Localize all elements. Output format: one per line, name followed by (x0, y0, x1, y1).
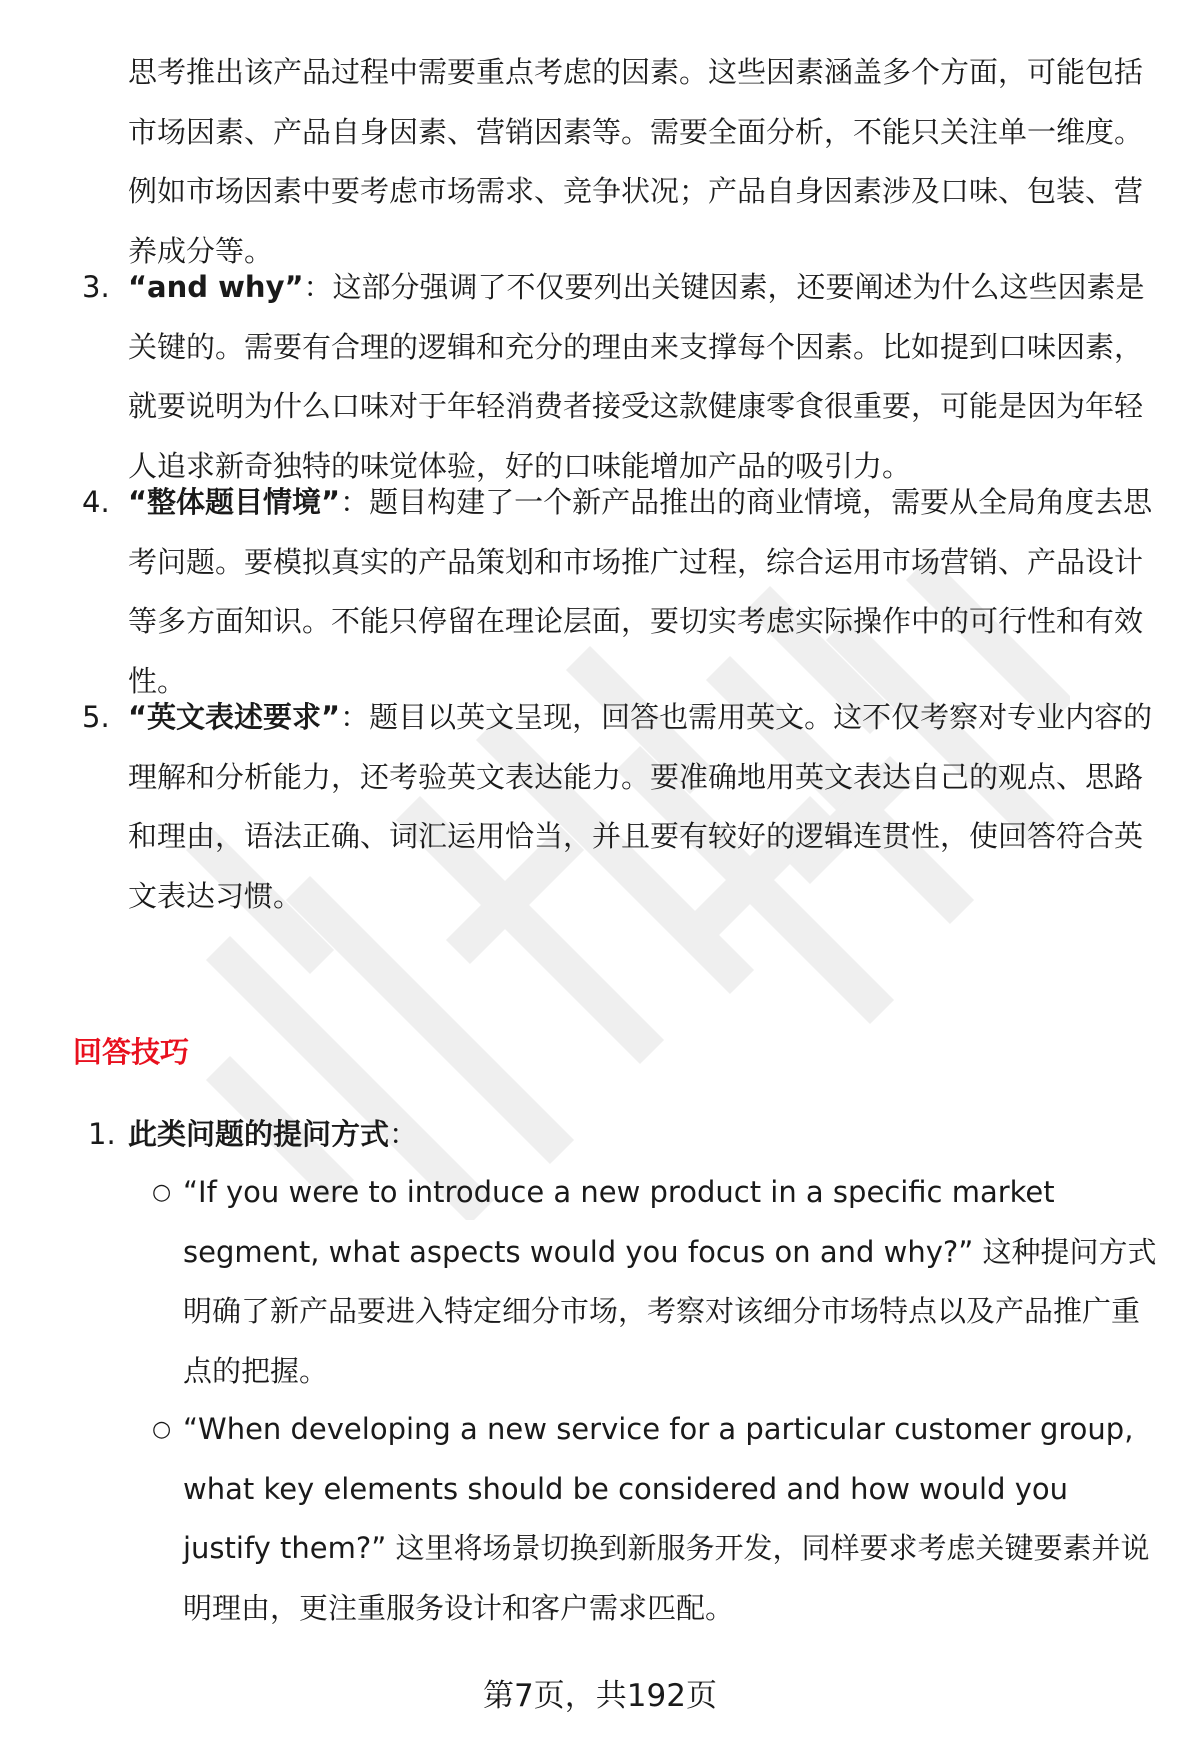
item-title: “英文表述要求” (128, 700, 341, 734)
list-item-4 (82, 473, 1158, 711)
hollow-circle-bullet-icon: ○ (152, 1417, 172, 1442)
page-footer: 第7页，共192页 (483, 1678, 717, 1714)
tips-list-item-1 (88, 1105, 1158, 1165)
section-heading: 回答技巧 (73, 1035, 190, 1069)
list-number: 3. (82, 270, 110, 304)
sub-bullet-item (152, 1400, 1158, 1638)
item-separator: ： (303, 270, 333, 304)
item-separator: ： (389, 1117, 419, 1151)
hollow-circle-bullet-icon: ○ (152, 1180, 172, 1205)
item-separator: ： (340, 700, 370, 734)
item-text: 这部分强调了不仅要列出关键因素，还要阐述为什么这些因素是关键的。需要有合理的逻辑和充分的理由来支撑每个因素。比如提到口味因素，就要说明为什么口味对于年轻消费者接受这款健康零食很重要，可能是因为年轻人追求新奇独特的味觉体验，好的口味能增加产品的吸引力。 (128, 270, 1145, 483)
item-title: “整体题目情境” (128, 485, 341, 519)
list-item-5 (82, 688, 1158, 926)
item-text: 题目以英文呈现，回答也需用英文。这不仅考察对专业内容的理解和分析能力，还考验英文表达能力。要准确地用英文表达自己的观点、思路和理由，语法正确、词汇运用恰当，并且要有较好的逻辑连贯性，使回答符合英文表达习惯。 (128, 700, 1153, 913)
sub-bullet-item (152, 1163, 1158, 1401)
bullet-text: “When developing a new service for a particular customer group, what key elements should be considered and how would you justify them?” 这里将场景切换到新服务开发，同样要求考虑关键要素并说明理由，更注重服务设计和客户需求匹配。 (183, 1412, 1150, 1625)
intro-paragraph: 思考推出该产品过程中需要重点考虑的因素。这些因素涵盖多个方面，可能包括市场因素、产品自身因素、营销因素等。需要全面分析，不能只关注单一维度。例如市场因素中要考虑市场需求、竞争状况；产品自身因素涉及口味、包装、营养成分等。 (128, 55, 1144, 268)
bullet-text: “If you were to introduce a new product in a specific market segment, what aspects would you focus on and why?” 这种提问方式明确了新产品要进入特定细分市场，考察对该细分市场特点以及产品推广重点的把握。 (183, 1175, 1157, 1388)
list-number: 4. (82, 485, 110, 519)
list-number: 5. (82, 700, 110, 734)
list-item-3 (82, 258, 1158, 496)
item-separator: ： (340, 485, 370, 519)
item-title: “and why” (128, 270, 304, 304)
item-text: 题目构建了一个新产品推出的商业情境，需要从全局角度去思考问题。要模拟真实的产品策划和市场推广过程，综合运用市场营销、产品设计等多方面知识。不能只停留在理论层面，要切实考虑实际操作中的可行性和有效性。 (128, 485, 1153, 698)
item-title: 此类问题的提问方式 (128, 1117, 390, 1151)
list-number: 1. (88, 1117, 116, 1151)
